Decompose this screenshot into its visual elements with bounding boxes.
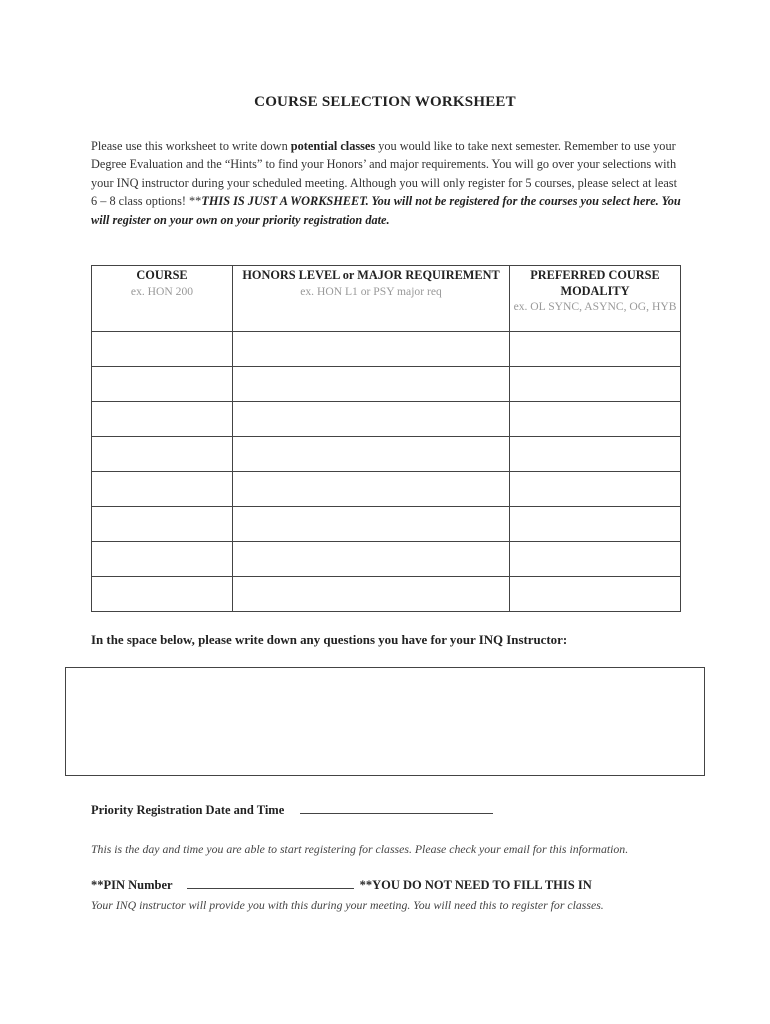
priority-note: This is the day and time you are able to start registering for classes. Please check your email for this information. [91,842,629,856]
requirement-cell[interactable] [233,437,510,472]
modality-cell[interactable] [510,367,681,402]
modality-cell[interactable] [510,332,681,367]
requirement-cell[interactable] [233,542,510,577]
pin-note: Your INQ instructor will provide you with this during your meeting. You will need this to register for classes. [91,898,604,912]
modality-cell[interactable] [510,437,681,472]
table-row [92,577,681,612]
column-header-label: COURSE [136,268,188,282]
table-row [92,332,681,367]
table-row [92,542,681,577]
modality-cell[interactable] [510,507,681,542]
column-header-course [92,266,233,332]
intro-paragraph [91,137,681,229]
course-cell[interactable] [92,507,233,542]
questions-label: In the space below, please write down any questions you have for your INQ Instructor: [91,633,568,647]
modality-cell[interactable] [510,577,681,612]
pin-number-field[interactable] [187,878,354,889]
course-cell[interactable] [92,472,233,507]
intro-warning: THIS IS JUST A WORKSHEET. You will not be registered for the courses you select here. You will register on your own on your priority registration date. [91,194,681,227]
column-header-modality [510,266,681,332]
table-row [92,507,681,542]
column-header-honors-level [233,266,510,332]
modality-cell[interactable] [510,542,681,577]
intro-text-2: you would like to take next semester. Remember to use your Degree Evaluation and the “Hints” to find your Honors’ and major requirements. You will go over your selections with your INQ instructor during your scheduled meeting. Although you will only register for 5 courses, please select at least 6 – 8 class options! ** [91,139,678,209]
column-example: ex. OL SYNC, ASYNC, OG, HYB [513,300,677,313]
course-cell[interactable] [92,542,233,577]
table-header-row [92,266,681,332]
priority-registration-line [91,803,493,818]
table-row [92,472,681,507]
priority-label: Priority Registration Date and Time [91,803,285,817]
intro-bold-potential-classes: potential classes [290,139,376,153]
course-cell[interactable] [92,437,233,472]
page-title: COURSE SELECTION WORKSHEET [254,94,516,110]
course-cell[interactable] [92,402,233,437]
pin-line [91,878,592,893]
table-row [92,367,681,402]
intro-text-1: Please use this worksheet to write down [91,139,288,153]
requirement-cell[interactable] [233,402,510,437]
requirement-cell[interactable] [233,367,510,402]
requirement-cell[interactable] [233,507,510,542]
column-header-label: HONORS LEVEL or MAJOR REQUIREMENT [242,268,500,282]
column-header-label: PREFERRED COURSE MODALITY [530,268,660,298]
column-example: ex. HON L1 or PSY major req [300,284,442,298]
course-cell[interactable] [92,332,233,367]
modality-cell[interactable] [510,402,681,437]
pin-label: **PIN Number [91,878,173,892]
priority-date-field[interactable] [300,803,493,814]
requirement-cell[interactable] [233,332,510,367]
questions-textbox[interactable] [65,667,705,776]
modality-cell[interactable] [510,472,681,507]
table-row [92,402,681,437]
column-example: ex. HON 200 [130,284,194,298]
requirement-cell[interactable] [233,577,510,612]
pin-suffix: **YOU DO NOT NEED TO FILL THIS IN [359,878,592,892]
course-selection-table [91,265,681,612]
course-cell[interactable] [92,577,233,612]
course-cell[interactable] [92,367,233,402]
table-row [92,437,681,472]
requirement-cell[interactable] [233,472,510,507]
